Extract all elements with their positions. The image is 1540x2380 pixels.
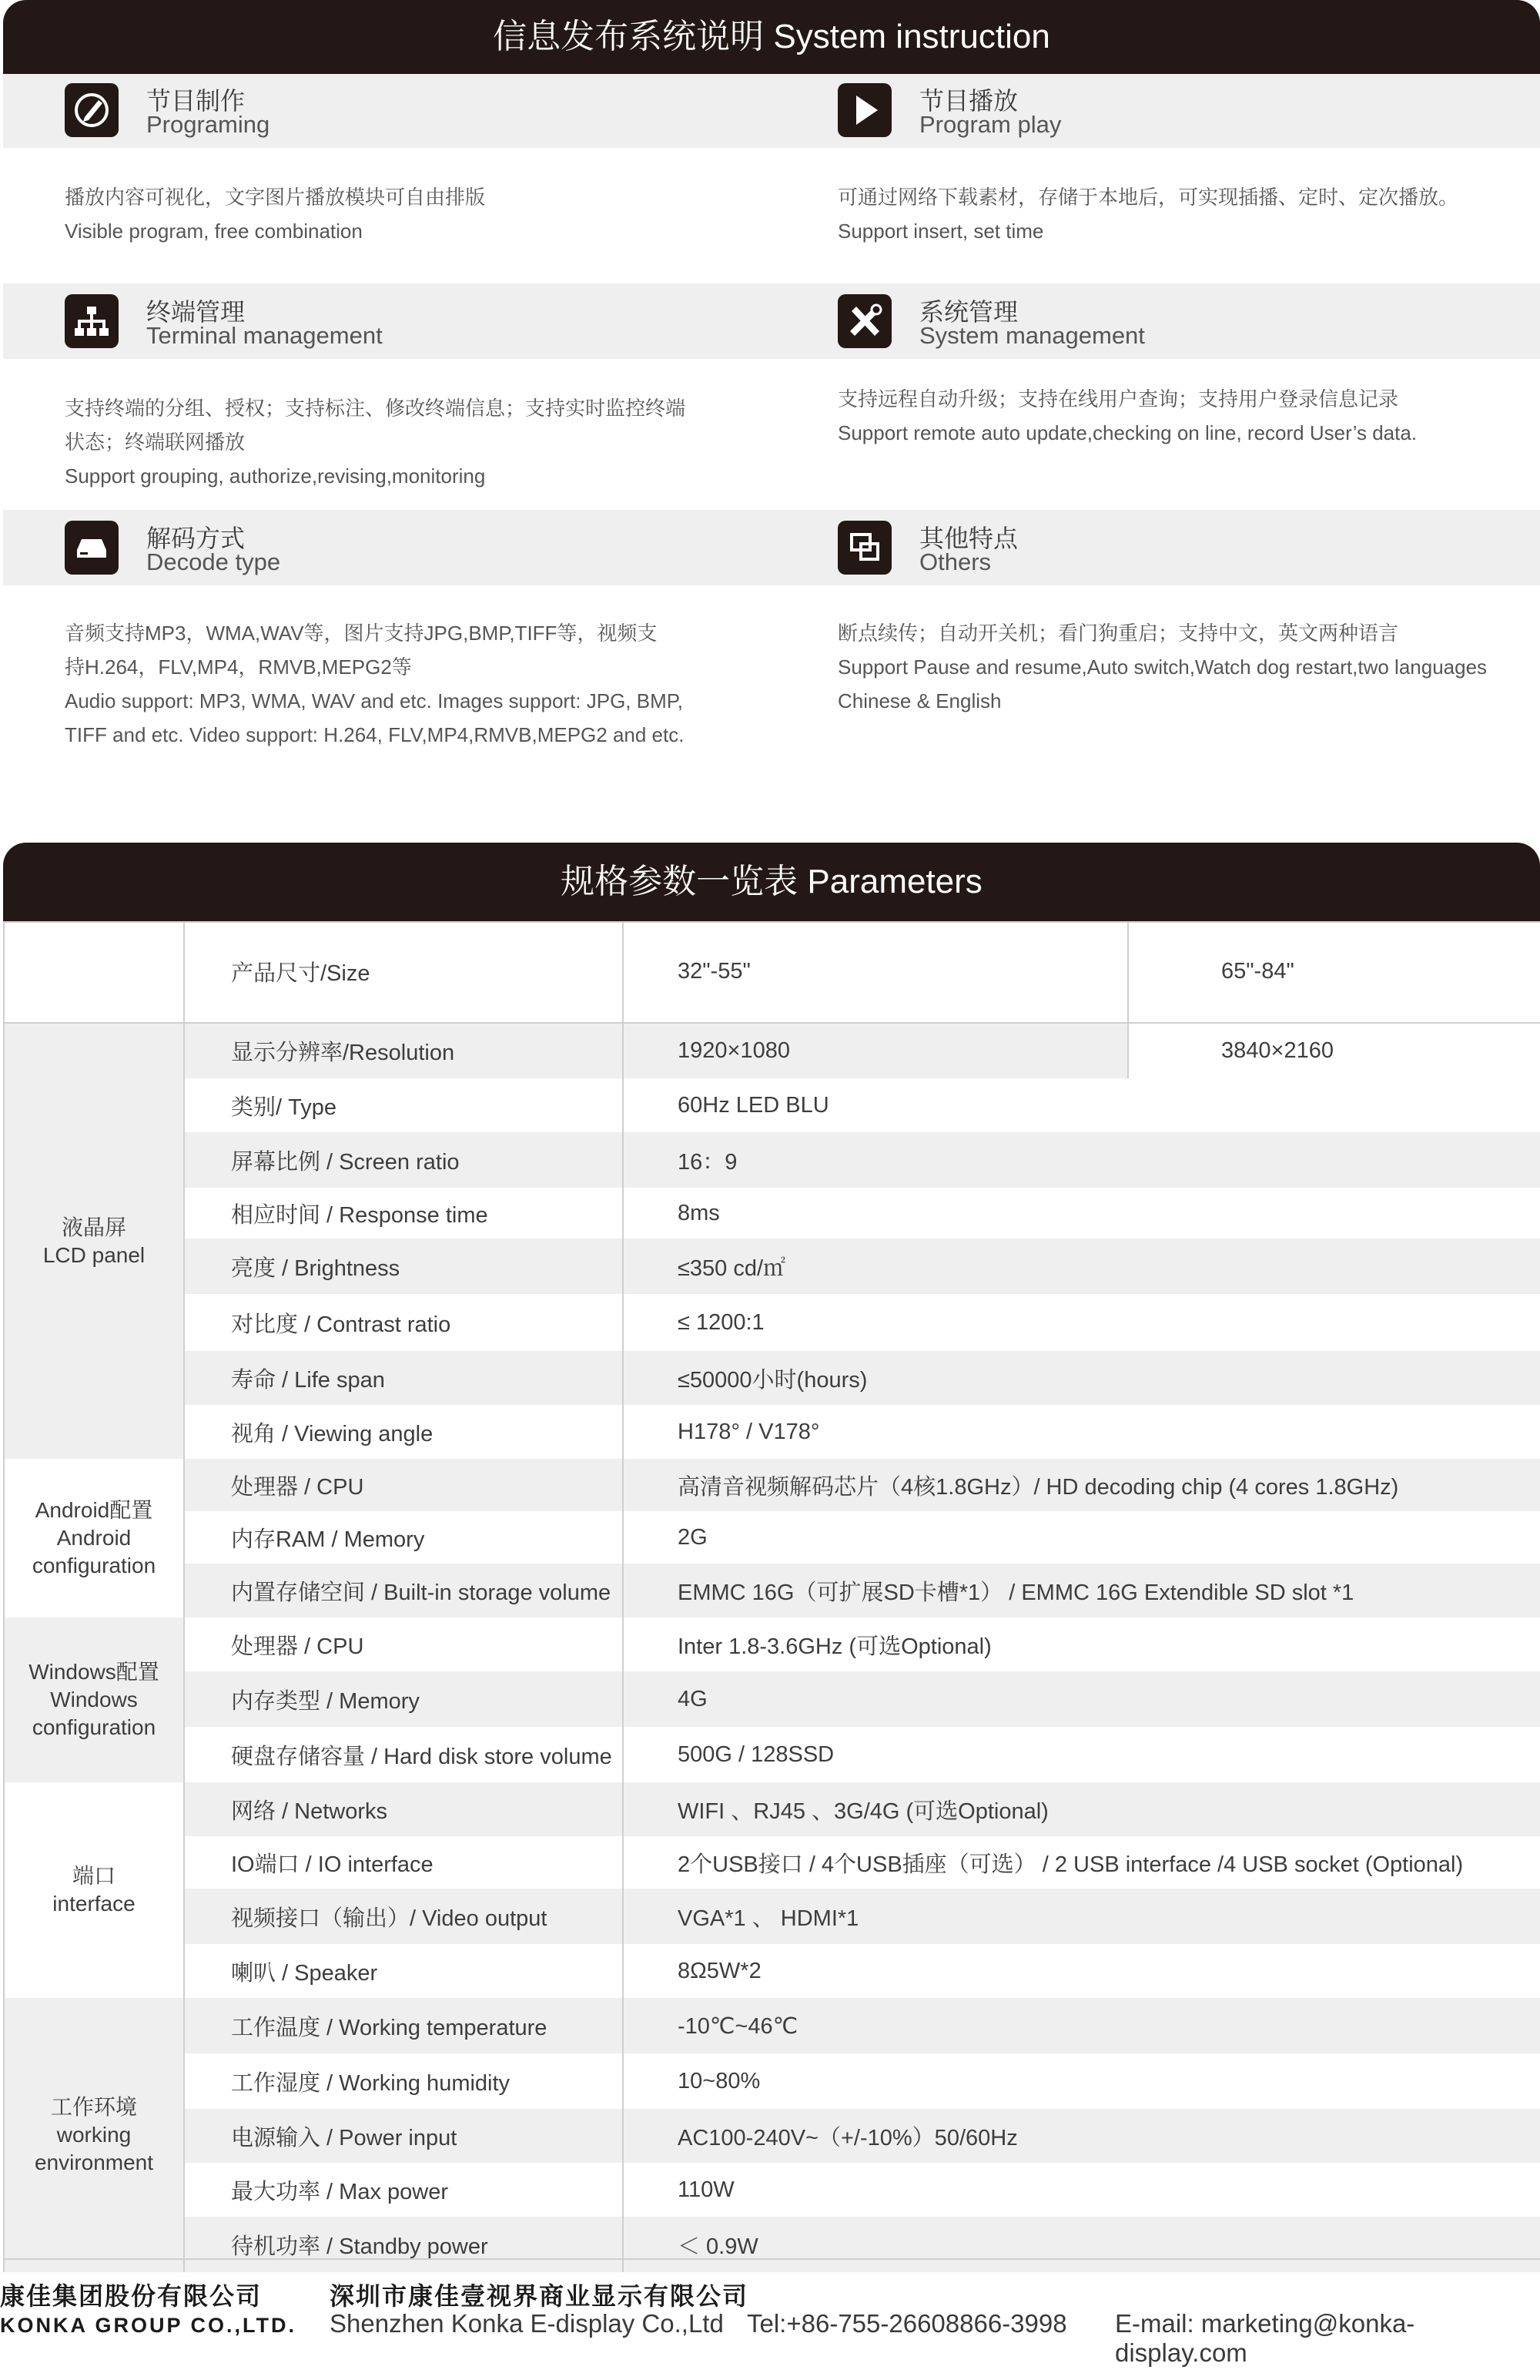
desc-line: 支持终端的分组、授权；支持标注、修改终端信息；支持实时监控终端	[65, 397, 686, 420]
table-row	[4, 1889, 1540, 1944]
row-label: 对比度 / Contrast ratio	[184, 1294, 623, 1351]
empty-corner-cell	[4, 921, 184, 1023]
table-row	[4, 1617, 1540, 1671]
table-row	[4, 1727, 1540, 1782]
feature-title-en: Decode type	[146, 548, 281, 575]
row-value: 8ms	[678, 1200, 720, 1225]
row-value: 16：9	[623, 1132, 1540, 1188]
resolution-value-2: 3840×2160	[1128, 1023, 1540, 1078]
size-value-2: 65"-84"	[1221, 959, 1294, 984]
row-label: 亮度 / Brightness	[184, 1239, 623, 1294]
feature-title-zh: 系统管理	[919, 298, 1019, 326]
desc-line: Chinese & English	[838, 689, 1002, 712]
row-value: ≤ 1200:1	[678, 1309, 765, 1335]
group-name-line: working	[56, 2123, 132, 2147]
group-name-line: LCD panel	[42, 1242, 146, 1267]
row-value: ≤50000小时(hours)	[623, 1351, 1540, 1405]
row-value: 110W	[678, 2177, 735, 2202]
contact-email: E-mail: marketing@konka-display.com	[1115, 2309, 1415, 2367]
desc-line: Support grouping, authorize,revising,monitoring	[65, 464, 486, 488]
parameters-table	[3, 921, 1540, 2272]
contact-tel: Tel:+86-755-26608866-3998	[747, 2309, 1067, 2338]
group-android-config	[4, 1459, 184, 1617]
feature-desc-terminal-management	[65, 391, 758, 493]
group-name-line: Android配置	[35, 1498, 153, 1522]
desc-line: Support insert, set time	[838, 220, 1044, 243]
desc-line: 音频支持MP3，WMA,WAV等，图片支持JPG,BMP,TIFF等，视频支	[65, 622, 658, 645]
table-row	[4, 1294, 1540, 1351]
group-name-line: environment	[34, 2150, 154, 2174]
desc-line: 持H.264，FLV,MP4，RMVB,MEPG2等	[65, 655, 412, 679]
row-value: H178° / V178°	[678, 1419, 820, 1444]
size-label: 产品尺寸/Size	[184, 921, 623, 1023]
row-label: 最大功率 / Max power	[184, 2163, 623, 2217]
table-row	[4, 1188, 1540, 1239]
group-name-line: 端口	[72, 1864, 116, 1888]
table-row	[4, 2109, 1540, 2163]
network-icon	[65, 294, 119, 348]
row-value: 500G / 128SSD	[678, 1741, 835, 1767]
desc-line: 断点续传；自动开关机；看门狗重启；支持中文，英文两种语言	[838, 622, 1399, 645]
desc-line: 可通过网络下载素材，存储于本地后，可实现插播、定时、定次播放。	[838, 186, 1459, 209]
row-label: 待机功率 / Standby power	[184, 2217, 623, 2272]
size-value-1: 32"-55"	[623, 921, 1128, 1023]
company-group-name-en: KONKA GROUP CO.,LTD.	[0, 2314, 297, 2337]
group-lcd-panel	[4, 1023, 184, 1459]
table-row	[4, 1239, 1540, 1294]
row-value: 2G	[678, 1524, 708, 1550]
feature-desc-system-management	[838, 382, 1531, 450]
desc-line: 播放内容可视化，文字图片播放模块可自由排版	[65, 186, 486, 209]
table-row	[4, 2217, 1540, 2272]
table-row	[4, 1405, 1540, 1459]
table-row	[4, 2053, 1540, 2109]
row-label: 网络 / Networks	[184, 1782, 623, 1836]
desc-line: Visible program, free combination	[65, 220, 363, 243]
group-name-line: Windows配置	[28, 1660, 159, 1684]
group-name-line: configuration	[32, 1554, 156, 1577]
row-value: AC100-240V~（+/-10%）50/60Hz	[623, 2109, 1540, 2163]
table-row	[4, 1782, 1540, 1836]
group-name-line: Windows	[50, 1688, 138, 1711]
system-instruction-title: 信息发布系统说明 System instruction	[493, 18, 1050, 55]
row-value: 60Hz LED BLU	[678, 1092, 829, 1118]
desc-line: 状态；终端联网播放	[65, 431, 246, 454]
feature-desc-programing	[65, 180, 758, 248]
desc-line: Support remote auto update,checking on line, record User’s data.	[838, 421, 1418, 444]
row-label: 寿命 / Life span	[184, 1351, 623, 1405]
desc-line: TIFF and etc. Video support: H.264, FLV,MP4,RMVB,MEPG2 and etc.	[65, 723, 685, 746]
feature-desc-program-play	[838, 180, 1531, 248]
windows-overlap-icon	[838, 521, 892, 575]
row-label: 内存类型 / Memory	[184, 1671, 623, 1727]
desc-line: Support Pause and resume,Auto switch,Watch dog restart,two languages	[838, 655, 1488, 679]
table-row	[4, 1459, 1540, 1511]
row-label: 工作湿度 / Working humidity	[184, 2053, 623, 2109]
pen-circle-icon	[65, 83, 119, 137]
parameters-header	[3, 843, 1540, 921]
table-row	[4, 1132, 1540, 1188]
feature-title-en: Programing	[146, 111, 270, 138]
feature-title-zh: 其他特点	[919, 525, 1019, 552]
group-working-environment	[4, 1998, 184, 2272]
row-label: 视频接口（输出）/ Video output	[184, 1889, 623, 1944]
feature-title-en: Terminal management	[146, 322, 383, 349]
table-row	[4, 1836, 1540, 1889]
table-row	[4, 1671, 1540, 1727]
row-value: 10~80%	[678, 2068, 761, 2093]
footer	[0, 2272, 1540, 2380]
table-top-border	[3, 921, 1540, 923]
feature-title-zh: 解码方式	[146, 525, 246, 552]
resolution-value-1: 1920×1080	[623, 1023, 1128, 1078]
row-value: VGA*1 、 HDMI*1	[623, 1889, 1540, 1944]
group-name-line: 工作环境	[50, 2095, 137, 2119]
row-label: 喇叭 / Speaker	[184, 1944, 623, 1998]
table-row	[4, 1564, 1540, 1617]
row-label: 屏幕比例 / Screen ratio	[184, 1132, 623, 1188]
parameters-title: 规格参数一览表 Parameters	[561, 863, 983, 900]
row-label: 内存RAM / Memory	[184, 1511, 623, 1564]
table-bottom-border	[3, 2258, 1540, 2260]
group-windows-config	[4, 1617, 184, 1782]
row-label: 内置存储空间 / Built-in storage volume	[184, 1564, 623, 1617]
feature-desc-others	[838, 616, 1531, 718]
resolution-label: 显示分辨率/Resolution	[184, 1023, 623, 1078]
row-label: 处理器 / CPU	[184, 1617, 623, 1671]
company-display-name-en: Shenzhen Konka E-display Co.,Ltd	[330, 2309, 724, 2338]
feature-title-en: Others	[919, 548, 992, 575]
decoder-box-icon	[65, 521, 119, 575]
row-value: WIFI 、RJ45 、3G/4G (可选Optional)	[623, 1782, 1540, 1836]
row-value: ≤350 cd/㎡	[623, 1239, 1540, 1294]
feature-title-zh: 节目制作	[146, 87, 246, 115]
row-value: 4G	[623, 1671, 1540, 1727]
row-label: 硬盘存储容量 / Hard disk store volume	[184, 1727, 623, 1782]
row-value: ＜ 0.9W	[623, 2217, 1540, 2272]
row-value: Inter 1.8-3.6GHz (可选Optional)	[678, 1634, 992, 1659]
group-name-line: interface	[52, 1892, 136, 1916]
company-display-name-zh: 深圳市康佳壹视界商业显示有限公司	[330, 2282, 749, 2310]
table-row	[4, 2163, 1540, 2217]
feature-title-zh: 节目播放	[919, 87, 1019, 115]
feature-title-en: Program play	[919, 111, 1062, 138]
table-row	[4, 1511, 1540, 1564]
desc-line: 支持远程自动升级；支持在线用户查询；支持用户登录信息记录	[838, 387, 1399, 411]
desc-line: Audio support: MP3, WMA, WAV and etc. Images support: JPG, BMP,	[65, 689, 683, 712]
company-group-name-zh: 康佳集团股份有限公司	[0, 2282, 263, 2310]
row-value: 高清音视频解码芯片（4核1.8GHz）/ HD decoding chip (4 cores 1.8GHz)	[623, 1459, 1540, 1511]
table-row	[4, 921, 1540, 1023]
row-label: 电源输入 / Power input	[184, 2109, 623, 2163]
row-label: IO端口 / IO interface	[184, 1836, 623, 1889]
system-instruction-header	[3, 0, 1540, 74]
tools-icon	[838, 294, 892, 348]
row-label: 处理器 / CPU	[184, 1459, 623, 1511]
feature-title-en: System management	[919, 322, 1145, 349]
group-interface	[4, 1782, 184, 1998]
row-value: 8Ω5W*2	[678, 1958, 762, 1983]
table-row	[4, 1078, 1540, 1132]
row-label: 类别/ Type	[184, 1078, 623, 1132]
group-name-line: configuration	[32, 1715, 156, 1739]
table-row	[4, 1023, 1540, 1078]
row-value: 2个USB接口 / 4个USB插座（可选） / 2 USB interface /4 USB socket (Optional)	[678, 1852, 1464, 1877]
row-value: EMMC 16G（可扩展SD卡槽*1） / EMMC 16G Extendible SD slot *1	[623, 1564, 1540, 1617]
row-label: 工作温度 / Working temperature	[184, 1998, 623, 2053]
table-row	[4, 1998, 1540, 2053]
feature-title-zh: 终端管理	[146, 298, 246, 326]
row-label: 相应时间 / Response time	[184, 1188, 623, 1239]
row-label: 视角 / Viewing angle	[184, 1405, 623, 1459]
group-name-line: Android	[56, 1526, 132, 1550]
table-row	[4, 1351, 1540, 1405]
group-name-line: 液晶屏	[61, 1215, 126, 1239]
row-value: -10℃~46℃	[623, 1998, 1540, 2053]
feature-desc-decode-type	[65, 616, 758, 752]
play-icon	[838, 83, 892, 137]
table-row	[4, 1944, 1540, 1998]
